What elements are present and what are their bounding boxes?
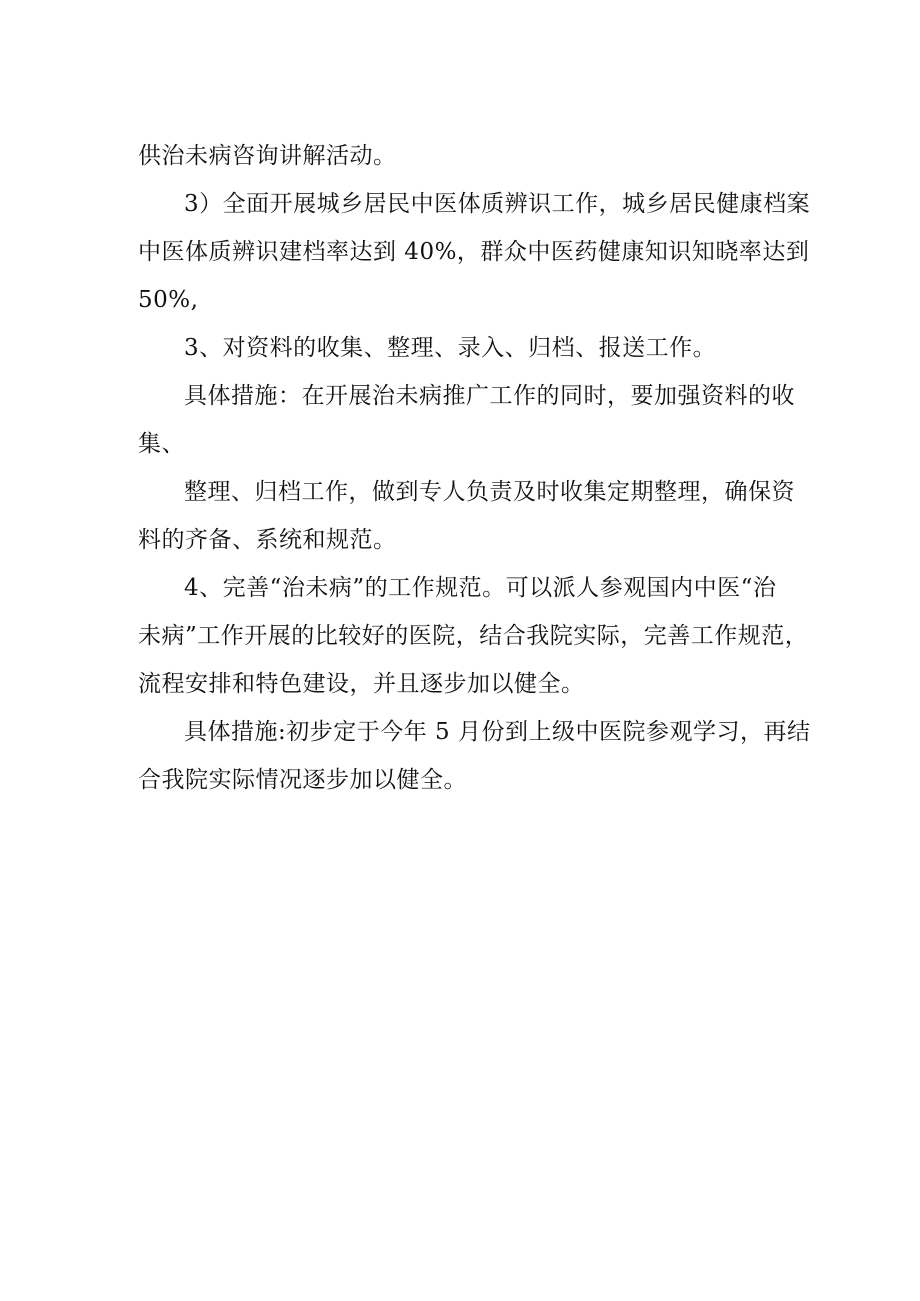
text-line: 集、 bbox=[138, 431, 185, 457]
text-line: 3）全面开展城乡居民中医体质辨识工作，城乡居民健康档案 bbox=[184, 191, 811, 217]
text-line: 供治未病咨询讲解活动。 bbox=[138, 143, 397, 169]
text-line: 4、完善“治未病”的工作规范。可以派人参观国内中医“治 bbox=[184, 575, 777, 601]
text-line: 整理、归档工作，做到专人负责及时收集定期整理，确保资 bbox=[184, 479, 795, 505]
text-line: 流程安排和特色建设，并且逐步加以健全。 bbox=[138, 671, 585, 697]
text-line: 未病”工作开展的比较好的医院，结合我院实际，完善工作规范， bbox=[138, 623, 809, 649]
text-line: 料的齐备、系统和规范。 bbox=[138, 527, 397, 553]
text-line: 中医体质辨识建档率达到 40%，群众中医药健康知识知晓率达到 bbox=[138, 239, 810, 265]
text-line: 合我院实际情况逐步加以健全。 bbox=[138, 767, 467, 793]
text-line: 具体措施:初步定于今年 5 月份到上级中医院参观学习，再结 bbox=[184, 719, 811, 745]
document-body bbox=[138, 132, 811, 804]
text-line: 具体措施：在开展治未病推广工作的同时，要加强资料的收 bbox=[184, 383, 795, 409]
text-line: 50%, bbox=[138, 287, 199, 313]
text-line: 3、对资料的收集、整理、录入、归档、报送工作。 bbox=[184, 335, 717, 361]
